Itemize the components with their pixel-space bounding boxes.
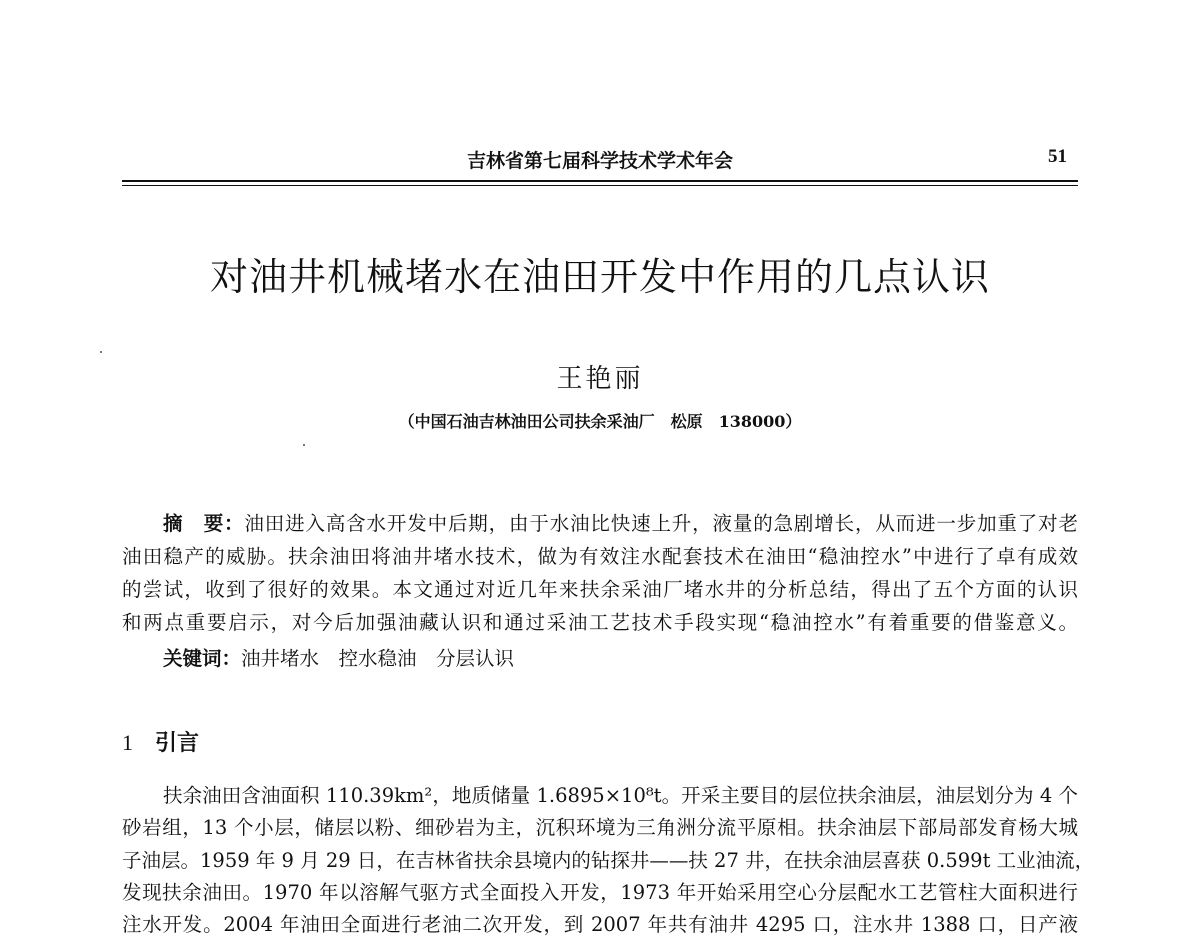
abstract-label: 摘 要： xyxy=(163,512,245,535)
keywords-label: 关键词： xyxy=(163,647,242,670)
abstract-line: 油田稳产的威胁。扶余油田将油井堵水技术，做为有效注水配套技术在油田“稳油控水”中进行了卓有成效 xyxy=(122,545,1078,568)
abstract-line: 摘 要：油田进入高含水开发中后期，由于水油比快速上升，液量的急剧增长，从而进一步加重了对老 xyxy=(163,512,1078,535)
body-line: 扶余油田含油面积 110.39km²，地质储量 1.6895×10⁸t。开采主要目的层位扶余油层，油层划分为 4 个 xyxy=(163,784,1078,807)
section-heading: 1 引言 xyxy=(122,730,200,756)
keywords-value: 油井堵水 控水稳油 分层认识 xyxy=(241,647,515,670)
author-name: 王艳丽 xyxy=(556,364,644,394)
header-rule-thin xyxy=(122,185,1078,186)
scan-speck xyxy=(100,351,102,353)
body-line: 发现扶余油田。1970 年以溶解气驱方式全面投入开发，1973 年开始采用空心分层配水工艺管柱大面积进行 xyxy=(122,881,1078,904)
running-header: 吉林省第七届科学技术学术年会 xyxy=(466,150,733,172)
body-line: 子油层。1959 年 9 月 29 日，在吉林省扶余县境内的钻探井——扶 27 井，在扶余油层喜获 0.599t 工业油流， xyxy=(122,849,1095,872)
scan-speck xyxy=(303,444,305,446)
keywords xyxy=(163,643,1078,671)
author-affiliation: （中国石油吉林油田公司扶余采油厂 松原 138000） xyxy=(398,412,802,431)
page-number: 51 xyxy=(1048,146,1067,167)
abstract-line: 的尝试，收到了很好的效果。本文通过对近几年来扶余采油厂堵水井的分析总结，得出了五个方面的认识 xyxy=(122,578,1078,601)
paper-title: 对油井机械堵水在油田开发中作用的几点认识 xyxy=(209,255,990,299)
body-line: 注水开发。2004 年油田全面进行老油二次开发，到 2007 年共有油井 4295 口，注水井 1388 口，日产液 xyxy=(122,913,1078,936)
header-rule-thick xyxy=(122,180,1078,182)
body-line: 砂岩组，13 个小层，储层以粉、细砂岩为主，沉积环境为三角洲分流平原相。扶余油层下部局部发育杨大城 xyxy=(122,816,1078,839)
abstract-line: 和两点重要启示，对今后加强油藏认识和通过采油工艺技术手段实现“稳油控水”有着重要的借鉴意义。 xyxy=(122,611,1078,634)
